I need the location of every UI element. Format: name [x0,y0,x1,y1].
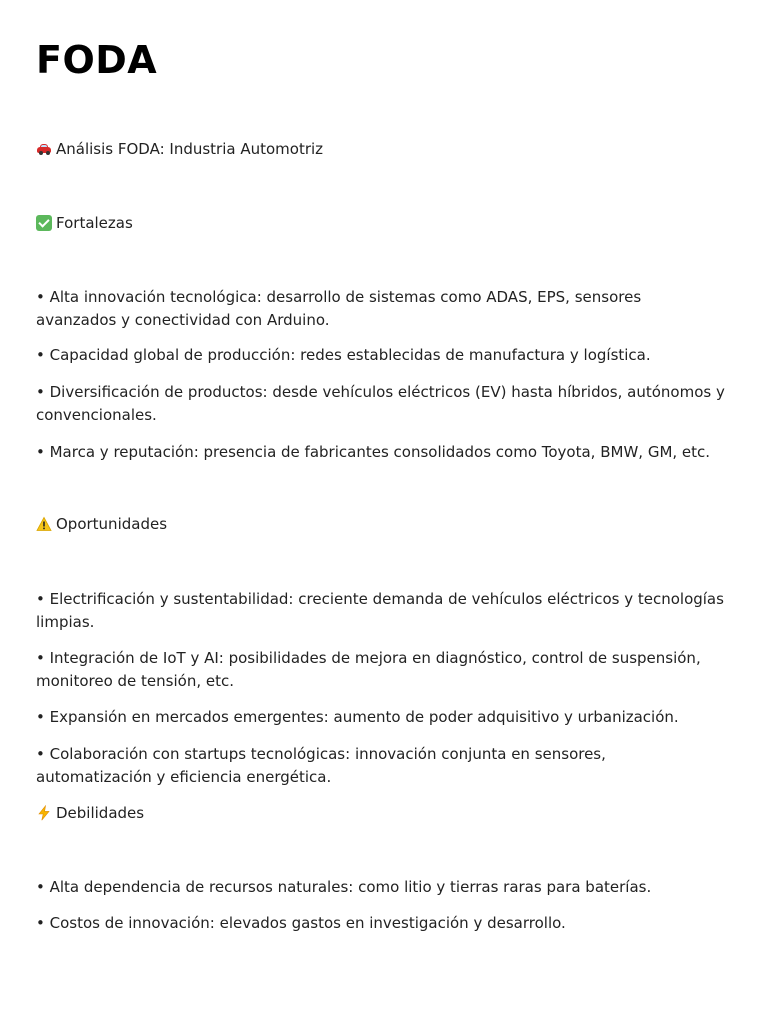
section-heading-fortalezas [36,212,726,235]
list-item: • Capacidad global de producción: redes establecidas de manufactura y logística. [36,346,651,364]
car-icon [36,141,52,157]
section-heading-text: Debilidades [56,804,145,822]
section-heading-debilidades [36,802,726,825]
document-subtitle [36,138,726,161]
list-item: • Marca y reputación: presencia de fabricantes consolidados como Toyota, BMW, GM, etc. [36,443,711,461]
section-heading-text: Oportunidades [56,515,168,533]
section-heading-text: Fortalezas [56,214,133,232]
list-item: • Colaboración con startups tecnológicas: innovación conjunta en sensores, automatización y eficiencia energética. [36,745,606,786]
subtitle-text: Análisis FODA: Industria Automotriz [56,140,324,158]
list-item: • Alta innovación tecnológica: desarrollo de sistemas como ADAS, EPS, sensores avanzados y conectividad con Arduino. [36,288,642,329]
list-item: • Electrificación y sustentabilidad: creciente demanda de vehículos eléctricos y tecnologías limpias. [36,590,724,631]
check-mark-icon [36,215,52,231]
page-title: FODA [36,38,158,82]
list-item: • Diversificación de productos: desde vehículos eléctricos (EV) hasta híbridos, autónomos y convencionales. [36,383,725,424]
list-item: • Integración de IoT y AI: posibilidades de mejora en diagnóstico, control de suspensión, monitoreo de tensión, etc. [36,649,701,690]
list-item: • Alta dependencia de recursos naturales: como litio y tierras raras para baterías. [36,878,652,896]
warning-icon [36,516,52,532]
list-item: • Costos de innovación: elevados gastos en investigación y desarrollo. [36,914,566,932]
lightning-icon [36,805,52,821]
list-item: • Expansión en mercados emergentes: aumento de poder adquisitivo y urbanización. [36,708,679,726]
section-heading-oportunidades [36,513,726,536]
